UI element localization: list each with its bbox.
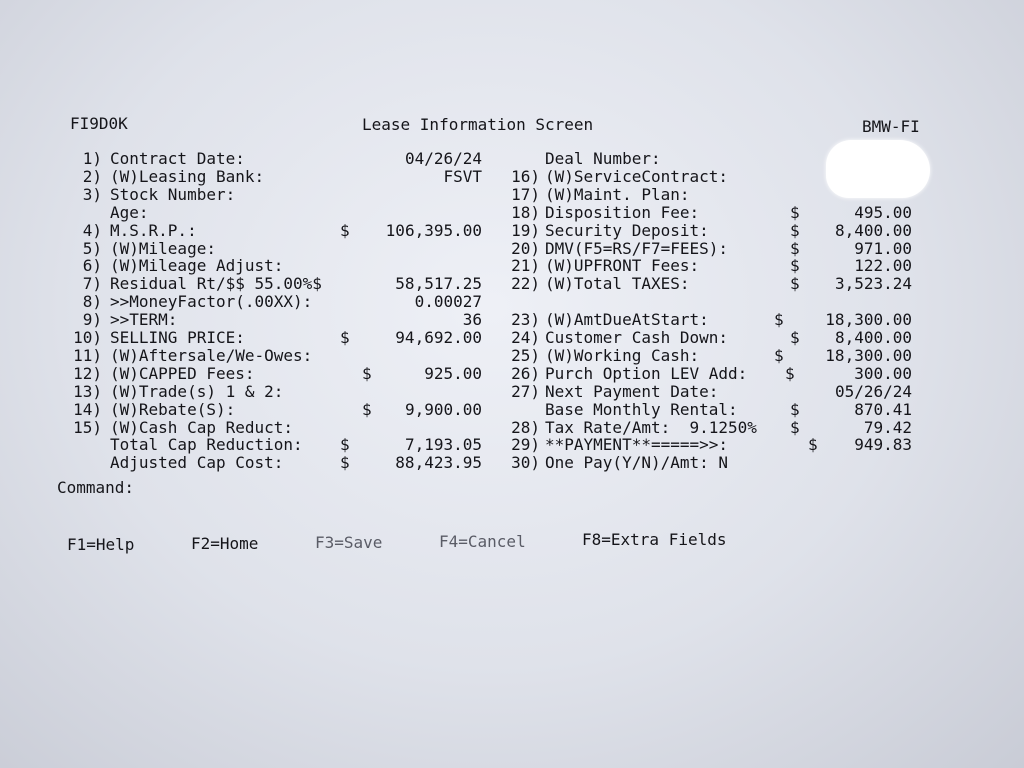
field-number: 22) [511, 274, 540, 294]
currency-sign: $ [790, 238, 800, 258]
field-label: (W)Mileage: [110, 238, 216, 258]
field-number: 18) [511, 202, 540, 222]
currency-sign: $ [340, 453, 350, 473]
field-label: Purch Option LEV Add: [545, 363, 748, 383]
field-number: 25) [511, 345, 540, 365]
field-label: Security Deposit: [545, 220, 709, 240]
field-value[interactable]: 870.41 [854, 399, 912, 419]
field-label: (W)Cash Cap Reduct: [110, 417, 294, 437]
screen-id: FI9D0K [70, 114, 128, 133]
field-number: 26) [511, 363, 540, 383]
field-label: (W)AmtDueAtStart: [545, 310, 709, 330]
field-label: (W)ServiceContract: [545, 166, 729, 186]
field-value[interactable]: 925.00 [424, 363, 482, 383]
field-label: Residual Rt/$$ 55.00%$ [110, 274, 322, 294]
field-label: Next Payment Date: [545, 381, 719, 401]
field-label: Customer Cash Down: [545, 328, 729, 347]
field-label: (W)Leasing Bank: [110, 166, 265, 186]
field-number: 10) [73, 328, 102, 347]
field-label: (W)Trade(s) 1 & 2: [110, 381, 284, 401]
field-number: 4) [82, 220, 102, 240]
currency-sign: $ [790, 417, 800, 437]
currency-sign: $ [340, 220, 350, 240]
field-value[interactable]: 04/26/24 [404, 149, 482, 168]
field-value[interactable]: 88,423.95 [395, 453, 482, 473]
field-number: 23) [511, 310, 540, 330]
field-label: M.S.R.P.: [110, 220, 197, 240]
field-label: (W)Mileage Adjust: [110, 256, 284, 276]
command-input[interactable] [142, 479, 442, 497]
field-value[interactable]: 8,400.00 [834, 328, 912, 347]
currency-sign: $ [362, 399, 372, 419]
field-number: 6) [82, 256, 102, 276]
currency-sign: $ [774, 345, 784, 365]
field-value[interactable]: 18,300.00 [825, 345, 912, 365]
currency-sign: $ [790, 328, 800, 347]
field-number: 8) [82, 292, 102, 312]
field-value[interactable]: 58,517.25 [395, 274, 482, 294]
field-label: (W)Aftersale/We-Owes: [110, 345, 313, 365]
field-label: >>MoneyFactor(.00XX): [110, 292, 313, 312]
currency-sign: $ [340, 435, 350, 455]
field-label: SELLING PRICE: [110, 328, 245, 347]
field-value[interactable]: 05/26/24 [834, 381, 912, 401]
field-number: 27) [511, 381, 540, 401]
field-number: 2) [82, 166, 102, 186]
field-value[interactable]: 495.00 [854, 202, 912, 222]
field-number: 3) [82, 184, 102, 204]
currency-sign: $ [790, 220, 800, 240]
currency-sign: $ [774, 310, 784, 330]
currency-sign: $ [790, 399, 800, 419]
currency-sign: $ [790, 202, 800, 222]
field-number: 30) [511, 453, 540, 473]
field-label: (W)UPFRONT Fees: [545, 256, 700, 276]
currency-sign: $ [785, 363, 795, 383]
currency-sign: $ [790, 274, 800, 294]
field-number: 16) [511, 166, 540, 186]
field-value[interactable]: 18,300.00 [825, 310, 912, 330]
field-value[interactable]: 9,900.00 [404, 399, 482, 419]
field-number: 24) [511, 328, 540, 347]
field-number: 14) [73, 399, 102, 419]
field-number: 7) [82, 274, 102, 294]
field-label: Base Monthly Rental: [545, 399, 738, 419]
field-label: (W)CAPPED Fees: [110, 363, 255, 383]
f4-cancel-key[interactable]: F4=Cancel [439, 532, 526, 551]
field-value[interactable]: 7,193.05 [404, 435, 482, 455]
currency-sign: $ [808, 435, 818, 455]
field-label: (W)Total TAXES: [545, 274, 690, 294]
field-number: 28) [511, 417, 540, 437]
field-number: 9) [82, 310, 102, 330]
field-value[interactable]: 94,692.00 [395, 328, 482, 347]
field-number: 15) [73, 417, 102, 437]
field-label: Adjusted Cap Cost: [110, 453, 284, 473]
field-label: **PAYMENT**=====>>: [545, 435, 729, 455]
field-label: (W)Working Cash: [545, 345, 700, 365]
field-value[interactable]: 36 [462, 310, 482, 330]
field-number: 13) [73, 381, 102, 401]
f1-help-key[interactable]: F1=Help [67, 535, 135, 554]
field-number: 21) [511, 256, 540, 276]
field-value[interactable]: FSVT [443, 166, 482, 186]
field-number: 5) [82, 238, 102, 258]
field-value[interactable]: 3,523.24 [834, 274, 912, 294]
redacted-deal-number [826, 140, 930, 198]
field-value[interactable]: 0.00027 [414, 292, 482, 312]
field-value[interactable]: 971.00 [854, 238, 912, 258]
field-number: 12) [73, 363, 102, 383]
f2-home-key[interactable]: F2=Home [191, 534, 259, 553]
field-number: 1) [82, 149, 102, 168]
field-number: 11) [73, 345, 102, 365]
field-number: 20) [511, 238, 540, 258]
field-value[interactable]: 300.00 [854, 363, 912, 383]
field-label: One Pay(Y/N)/Amt: N [545, 453, 729, 473]
field-label: Tax Rate/Amt: 9.1250% [545, 417, 757, 437]
field-label: Stock Number: [110, 184, 236, 204]
screen-title: Lease Information Screen [362, 115, 594, 134]
field-label: Contract Date: [110, 149, 245, 168]
field-value[interactable]: 122.00 [854, 256, 912, 276]
system-name: BMW-FI [862, 117, 920, 136]
field-label: >>TERM: [110, 310, 178, 330]
field-label: DMV(F5=RS/F7=FEES): [545, 238, 729, 258]
field-value[interactable]: 949.83 [854, 435, 912, 455]
field-number: 19) [511, 220, 540, 240]
currency-sign: $ [362, 363, 372, 383]
command-label: Command: [57, 478, 135, 497]
field-label: Total Cap Reduction: [110, 435, 303, 455]
field-label: Disposition Fee: [545, 202, 700, 222]
field-number: 17) [511, 184, 540, 204]
field-label: Deal Number: [545, 149, 661, 168]
f3-save-key[interactable]: F3=Save [315, 533, 383, 552]
field-value[interactable]: 79.42 [863, 417, 912, 437]
f8-extra-fields-key[interactable]: F8=Extra Fields [582, 530, 727, 549]
field-number: 29) [511, 435, 540, 455]
field-value[interactable]: 106,395.00 [385, 220, 482, 240]
currency-sign: $ [790, 256, 800, 276]
field-label: Age: [110, 202, 149, 222]
field-label: (W)Rebate(S): [110, 399, 236, 419]
field-value[interactable]: 8,400.00 [834, 220, 912, 240]
field-label: (W)Maint. Plan: [545, 184, 690, 204]
currency-sign: $ [340, 328, 350, 347]
